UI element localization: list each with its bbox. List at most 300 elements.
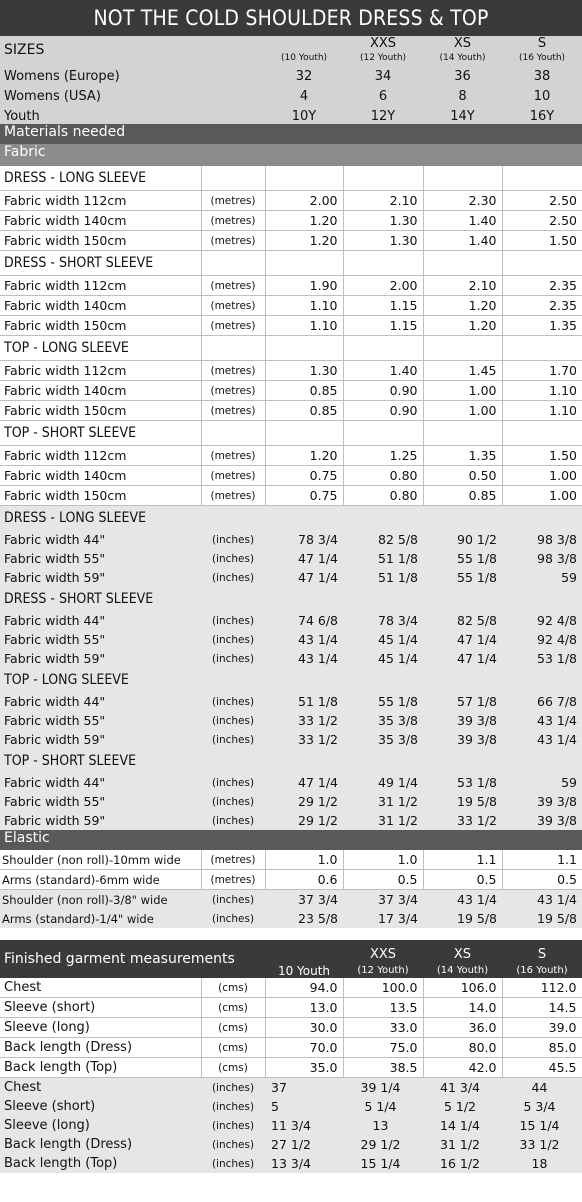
measurement-value: 15 1/4 (343, 1154, 423, 1173)
row-value: 0.75 (265, 486, 343, 506)
row-value: 0.75 (265, 466, 343, 486)
measurement-name: Sleeve (short) (0, 998, 201, 1018)
table-row (0, 316, 582, 336)
row-unit: (inches) (201, 649, 265, 668)
row-value: 0.85 (265, 401, 343, 421)
row-value: 66 7/8 (502, 692, 582, 711)
measurement-value: 45.5 (502, 1058, 582, 1078)
empty-cell (423, 336, 502, 361)
table-row (0, 191, 582, 211)
section-title: DRESS - LONG SLEEVE (0, 506, 582, 530)
row-value: 98 3/8 (502, 530, 582, 549)
table-row (0, 361, 582, 381)
size-name (265, 948, 343, 964)
table-row (0, 811, 582, 830)
row-unit: (metres) (201, 296, 265, 316)
row-value: 1.00 (423, 401, 502, 421)
size-column-header (265, 36, 343, 64)
row-name: Fabric width 59" (0, 730, 201, 749)
row-value: 90 1/2 (423, 530, 502, 549)
row-value: 57 1/8 (423, 692, 502, 711)
size-name: S (537, 947, 547, 962)
row-name: Fabric width 59" (0, 811, 201, 830)
measurement-value: 11 3/4 (265, 1116, 343, 1135)
row-value: 0.90 (343, 381, 423, 401)
section-title: DRESS - LONG SLEEVE (0, 166, 201, 191)
row-unit: (inches) (201, 711, 265, 730)
row-unit: (metres) (201, 401, 265, 421)
row-value: 1.90 (265, 276, 343, 296)
row-value: 1.30 (343, 231, 423, 251)
row-value: 2.35 (502, 276, 582, 296)
measurement-value: 29 1/2 (343, 1135, 423, 1154)
empty-cell (423, 251, 502, 276)
size-column-header (502, 36, 582, 64)
row-value: 1.10 (265, 296, 343, 316)
measurement-row (0, 1154, 582, 1173)
row-name: Fabric width 112cm (0, 361, 201, 381)
row-value: 0.80 (343, 486, 423, 506)
row-name: Fabric width 140cm (0, 466, 201, 486)
elastic-value: 37 3/4 (265, 890, 343, 910)
table-row (0, 276, 582, 296)
row-value: 45 1/4 (343, 649, 423, 668)
measurement-unit: (cms) (201, 978, 265, 998)
row-value: 0.85 (265, 381, 343, 401)
empty-cell (265, 251, 343, 276)
elastic-value: 43 1/4 (502, 890, 582, 910)
row-value: 31 1/2 (343, 792, 423, 811)
table-row (0, 568, 582, 587)
row-value: 1.30 (265, 361, 343, 381)
table-row (0, 611, 582, 630)
row-value: 2.00 (265, 191, 343, 211)
section-title: TOP - SHORT SLEEVE (0, 421, 201, 446)
row-value: 2.00 (343, 276, 423, 296)
measurement-value: 38.5 (343, 1058, 423, 1078)
size-column-header (423, 36, 502, 64)
size-name: XS (453, 947, 472, 962)
table-row (0, 231, 582, 251)
row-name: Fabric width 44" (0, 773, 201, 792)
row-value: 51 1/8 (343, 549, 423, 568)
row-value: 55 1/8 (343, 692, 423, 711)
row-name: Fabric width 55" (0, 549, 201, 568)
row-value: 1.00 (423, 381, 502, 401)
measurement-unit: (cms) (201, 1018, 265, 1038)
measurement-value: 37 (265, 1078, 343, 1098)
measurement-unit: (cms) (201, 1038, 265, 1058)
measurement-row (0, 978, 582, 998)
row-unit: (metres) (201, 191, 265, 211)
row-name: Fabric width 140cm (0, 211, 201, 231)
row-value: 78 3/4 (265, 530, 343, 549)
measurement-unit: (inches) (201, 1154, 265, 1173)
sizes-row-label: Youth (0, 104, 265, 124)
table-row (0, 401, 582, 421)
elastic-value: 37 3/4 (343, 890, 423, 910)
row-value: 1.00 (502, 466, 582, 486)
elastic-value: 1.0 (343, 850, 423, 870)
row-value: 53 1/8 (423, 773, 502, 792)
row-value: 2.50 (502, 211, 582, 231)
row-value: 1.20 (265, 446, 343, 466)
section-header-row (0, 668, 582, 692)
elastic-header: Elastic (0, 830, 582, 850)
section-title: DRESS - SHORT SLEEVE (0, 251, 201, 276)
empty-cell (201, 336, 265, 361)
size-value: 36 (423, 64, 502, 84)
row-value: 59 (502, 568, 582, 587)
measurement-value: 18 (502, 1154, 582, 1173)
size-name (265, 38, 343, 52)
youth-size-label: (10 Youth) (280, 53, 328, 63)
table-row (0, 692, 582, 711)
finished-header-row (0, 940, 582, 978)
size-value: 34 (343, 64, 423, 84)
row-value: 1.10 (502, 401, 582, 421)
size-name: XXS (369, 36, 397, 51)
measurement-unit: (cms) (201, 998, 265, 1018)
row-unit: (inches) (201, 730, 265, 749)
row-value: 1.35 (423, 446, 502, 466)
row-unit: (inches) (201, 792, 265, 811)
row-name: Fabric width 44" (0, 692, 201, 711)
section-header-row (0, 166, 582, 191)
size-column-header (343, 940, 423, 978)
row-unit: (inches) (201, 611, 265, 630)
row-name: Fabric width 59" (0, 568, 201, 587)
size-column-header (343, 36, 423, 64)
elastic-name: Arms (standard)-1/4" wide (0, 909, 201, 928)
measurement-name: Chest (0, 1078, 201, 1098)
section-title: TOP - SHORT SLEEVE (0, 749, 582, 773)
row-value: 1.20 (423, 316, 502, 336)
row-value: 51 1/8 (265, 692, 343, 711)
row-value: 1.40 (423, 231, 502, 251)
row-name: Fabric width 55" (0, 630, 201, 649)
row-value: 92 4/8 (502, 630, 582, 649)
elastic-value: 23 5/8 (265, 909, 343, 928)
table-row (0, 792, 582, 811)
section-header-row (0, 506, 582, 530)
row-unit: (metres) (201, 466, 265, 486)
row-value: 47 1/4 (423, 630, 502, 649)
row-value: 35 3/8 (343, 730, 423, 749)
elastic-row (0, 870, 582, 890)
measurement-value: 16 1/2 (423, 1154, 502, 1173)
empty-cell (343, 251, 423, 276)
measurement-value: 112.0 (502, 978, 582, 998)
measurement-unit: (inches) (201, 1078, 265, 1098)
empty-cell (343, 336, 423, 361)
row-unit: (inches) (201, 549, 265, 568)
empty-cell (423, 421, 502, 446)
measurement-value: 100.0 (343, 978, 423, 998)
table-row (0, 649, 582, 668)
finished-garment-table (0, 940, 582, 1173)
measurement-name: Back length (Dress) (0, 1135, 201, 1154)
measurement-row (0, 1097, 582, 1116)
row-value: 19 5/8 (423, 792, 502, 811)
measurement-value: 94.0 (265, 978, 343, 998)
row-value: 82 5/8 (343, 530, 423, 549)
row-value: 55 1/8 (423, 568, 502, 587)
row-value: 33 1/2 (423, 811, 502, 830)
row-value: 2.10 (423, 276, 502, 296)
row-value: 92 4/8 (502, 611, 582, 630)
measurement-value: 39.0 (502, 1018, 582, 1038)
row-value: 49 1/4 (343, 773, 423, 792)
measurement-value: 13 (343, 1116, 423, 1135)
row-value: 1.50 (502, 231, 582, 251)
youth-size-label: (14 Youth) (436, 965, 489, 976)
row-name: Fabric width 150cm (0, 486, 201, 506)
table-row (0, 486, 582, 506)
measurement-value: 14.5 (502, 998, 582, 1018)
row-value: 47 1/4 (265, 549, 343, 568)
measurement-value: 85.0 (502, 1038, 582, 1058)
measurement-unit: (inches) (201, 1116, 265, 1135)
table-row (0, 466, 582, 486)
row-unit: (metres) (201, 211, 265, 231)
row-value: 33 1/2 (265, 711, 343, 730)
measurement-value: 35.0 (265, 1058, 343, 1078)
measurement-value: 5 (265, 1097, 343, 1116)
measurement-row (0, 998, 582, 1018)
row-value: 1.70 (502, 361, 582, 381)
row-unit: (inches) (201, 530, 265, 549)
youth-size-label: (16 Youth) (516, 965, 568, 976)
row-value: 43 1/4 (265, 649, 343, 668)
size-value: 6 (343, 84, 423, 104)
measurement-name: Back length (Top) (0, 1154, 201, 1173)
row-unit: (inches) (201, 630, 265, 649)
row-unit: (metres) (201, 486, 265, 506)
measurement-value: 39 1/4 (343, 1078, 423, 1098)
measurement-row (0, 1038, 582, 1058)
row-unit: (metres) (201, 361, 265, 381)
row-name: Fabric width 55" (0, 792, 201, 811)
row-value: 55 1/8 (423, 549, 502, 568)
measurement-unit: (cms) (201, 1058, 265, 1078)
row-value: 29 1/2 (265, 811, 343, 830)
row-value: 31 1/2 (343, 811, 423, 830)
elastic-value: 43 1/4 (423, 890, 502, 910)
elastic-value: 1.1 (423, 850, 502, 870)
measurement-value: 15 1/4 (502, 1116, 582, 1135)
empty-cell (265, 166, 343, 191)
elastic-unit: (inches) (201, 909, 265, 928)
row-name: Fabric width 140cm (0, 381, 201, 401)
youth-size-label: (12 Youth) (357, 965, 409, 976)
empty-cell (502, 421, 582, 446)
elastic-value: 0.5 (343, 870, 423, 890)
elastic-unit: (inches) (201, 890, 265, 910)
empty-cell (343, 421, 423, 446)
finished-label: Finished garment measurements (0, 940, 265, 978)
measurement-value: 5 1/4 (343, 1097, 423, 1116)
row-value: 39 3/8 (423, 730, 502, 749)
row-unit: (inches) (201, 773, 265, 792)
page-title: NOT THE COLD SHOULDER DRESS & TOP (0, 0, 582, 36)
row-value: 1.25 (343, 446, 423, 466)
row-value: 39 3/8 (502, 811, 582, 830)
size-name: XS (453, 36, 472, 51)
measurement-row (0, 1135, 582, 1154)
measurement-value: 13 3/4 (265, 1154, 343, 1173)
sizes-table (0, 36, 582, 124)
row-name: Fabric width 140cm (0, 296, 201, 316)
row-value: 45 1/4 (343, 630, 423, 649)
row-value: 35 3/8 (343, 711, 423, 730)
row-value: 1.30 (343, 211, 423, 231)
row-value: 2.30 (423, 191, 502, 211)
row-name: Fabric width 150cm (0, 401, 201, 421)
size-name: XXS (369, 947, 397, 962)
size-value: 4 (265, 84, 343, 104)
section-title: TOP - LONG SLEEVE (0, 668, 582, 692)
section-header-row (0, 251, 582, 276)
measurement-name: Sleeve (short) (0, 1097, 201, 1116)
row-name: Fabric width 150cm (0, 316, 201, 336)
fabric-header: Fabric (0, 144, 582, 166)
empty-cell (265, 336, 343, 361)
size-value: 38 (502, 64, 582, 84)
row-value: 1.40 (343, 361, 423, 381)
row-value: 82 5/8 (423, 611, 502, 630)
measurement-value: 42.0 (423, 1058, 502, 1078)
size-value: 8 (423, 84, 502, 104)
table-row (0, 549, 582, 568)
size-column-header (502, 940, 582, 978)
row-value: 1.45 (423, 361, 502, 381)
measurement-value: 13.0 (265, 998, 343, 1018)
row-name: Fabric width 44" (0, 530, 201, 549)
row-value: 1.00 (502, 486, 582, 506)
measurement-row (0, 1018, 582, 1038)
section-title: TOP - LONG SLEEVE (0, 336, 201, 361)
row-name: Fabric width 112cm (0, 446, 201, 466)
table-row (0, 630, 582, 649)
measurement-row (0, 1058, 582, 1078)
table-row (0, 711, 582, 730)
row-value: 59 (502, 773, 582, 792)
empty-cell (423, 166, 502, 191)
row-value: 39 3/8 (502, 792, 582, 811)
imperial-fabric-table (0, 506, 582, 830)
measurement-value: 41 3/4 (423, 1078, 502, 1098)
table-row (0, 211, 582, 231)
row-value: 29 1/2 (265, 792, 343, 811)
row-value: 2.50 (502, 191, 582, 211)
row-value: 1.15 (343, 296, 423, 316)
size-value: 12Y (343, 104, 423, 124)
table-row (0, 381, 582, 401)
measurement-value: 13.5 (343, 998, 423, 1018)
row-name: Fabric width 59" (0, 649, 201, 668)
row-unit: (inches) (201, 568, 265, 587)
row-unit: (metres) (201, 316, 265, 336)
row-value: 0.90 (343, 401, 423, 421)
elastic-value: 1.1 (502, 850, 582, 870)
measurement-name: Sleeve (long) (0, 1018, 201, 1038)
sizes-row (0, 64, 582, 84)
table-row (0, 530, 582, 549)
table-row (0, 446, 582, 466)
row-value: 0.85 (423, 486, 502, 506)
measurement-value: 36.0 (423, 1018, 502, 1038)
measurement-value: 33 1/2 (502, 1135, 582, 1154)
row-value: 47 1/4 (265, 568, 343, 587)
size-value: 14Y (423, 104, 502, 124)
measurement-value: 80.0 (423, 1038, 502, 1058)
row-value: 1.40 (423, 211, 502, 231)
row-value: 53 1/8 (502, 649, 582, 668)
row-value: 1.10 (265, 316, 343, 336)
size-column-header (423, 940, 502, 978)
measurement-value: 14.0 (423, 998, 502, 1018)
row-value: 51 1/8 (343, 568, 423, 587)
measurement-name: Back length (Top) (0, 1058, 201, 1078)
elastic-value: 17 3/4 (343, 909, 423, 928)
elastic-table (0, 850, 582, 928)
row-name: Fabric width 150cm (0, 231, 201, 251)
empty-cell (343, 166, 423, 191)
row-name: Fabric width 112cm (0, 191, 201, 211)
sizes-header-row (0, 36, 582, 64)
row-name: Fabric width 44" (0, 611, 201, 630)
measurement-row (0, 1116, 582, 1135)
row-value: 1.20 (265, 211, 343, 231)
sizes-label: SIZES (0, 36, 265, 64)
measurement-value: 75.0 (343, 1038, 423, 1058)
row-value: 74 6/8 (265, 611, 343, 630)
size-name: S (537, 36, 547, 51)
empty-cell (201, 421, 265, 446)
elastic-row (0, 850, 582, 870)
row-value: 39 3/8 (423, 711, 502, 730)
youth-size-label: (12 Youth) (359, 53, 407, 63)
empty-cell (265, 421, 343, 446)
elastic-name: Shoulder (non roll)-10mm wide (0, 850, 201, 870)
table-row (0, 296, 582, 316)
row-value: 1.10 (502, 381, 582, 401)
section-header-row (0, 587, 582, 611)
row-unit: (metres) (201, 446, 265, 466)
row-value: 98 3/8 (502, 549, 582, 568)
empty-cell (201, 251, 265, 276)
measurement-value: 14 1/4 (423, 1116, 502, 1135)
size-value: 32 (265, 64, 343, 84)
row-value: 0.80 (343, 466, 423, 486)
metric-fabric-table (0, 166, 582, 506)
elastic-unit: (metres) (201, 870, 265, 890)
sizes-row-label: Womens (USA) (0, 84, 265, 104)
section-header-row (0, 421, 582, 446)
table-row (0, 773, 582, 792)
measurement-name: Back length (Dress) (0, 1038, 201, 1058)
row-value: 1.20 (423, 296, 502, 316)
row-value: 0.50 (423, 466, 502, 486)
elastic-value: 0.6 (265, 870, 343, 890)
row-value: 1.20 (265, 231, 343, 251)
measurement-value: 5 1/2 (423, 1097, 502, 1116)
elastic-unit: (metres) (201, 850, 265, 870)
row-unit: (inches) (201, 811, 265, 830)
row-unit: (inches) (201, 692, 265, 711)
size-value: 10 (502, 84, 582, 104)
